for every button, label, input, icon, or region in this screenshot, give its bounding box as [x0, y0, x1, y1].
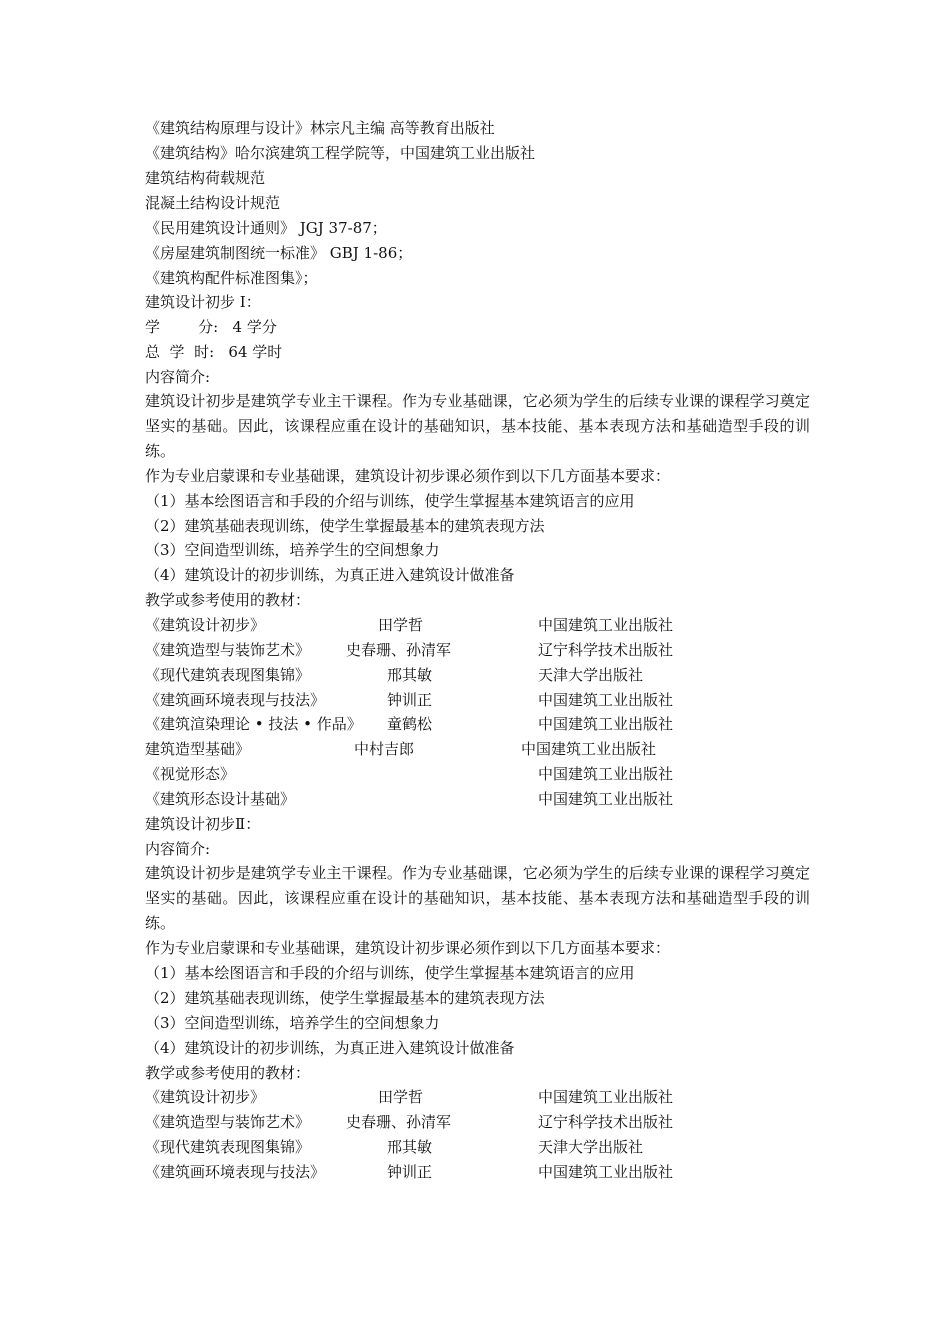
book-title: 《建筑形态设计基础》 [145, 790, 296, 808]
reference-line: 《建筑结构》哈尔滨建筑工程学院等，中国建筑工业出版社 [145, 144, 536, 162]
book-publisher: 中国建筑工业出版社 [538, 616, 674, 634]
intro-label: 内容简介: [145, 368, 211, 386]
course-credits: 学 分: 4 学分 [145, 318, 277, 336]
book-author: 史春珊、孙清军 [346, 1113, 452, 1131]
requirement-item: （1）基本绘图语言和手段的介绍与训练，使学生掌握基本建筑语言的应用 [145, 964, 635, 982]
book-row [0, 1085, 950, 1109]
book-publisher: 辽宁科学技术出版社 [538, 1113, 674, 1131]
reference-line: 混凝土结构设计规范 [145, 194, 281, 212]
course-title: 建筑设计初步Ⅱ： [145, 815, 261, 833]
book-author: 邢其敏 [387, 666, 433, 684]
reference-line: 《房屋建筑制图统一标准》 GBJ 1-86； [145, 244, 413, 262]
book-row [0, 1135, 950, 1159]
book-author: 中村吉郎 [354, 740, 415, 758]
book-publisher: 中国建筑工业出版社 [538, 1163, 674, 1181]
book-publisher: 辽宁科学技术出版社 [538, 641, 674, 659]
book-author: 钟训正 [387, 691, 433, 709]
reference-line: 《建筑结构原理与设计》林宗凡主编 高等教育出版社 [145, 119, 495, 137]
book-row [0, 613, 950, 637]
book-row [0, 663, 950, 687]
book-title: 《现代建筑表现图集锦》 [145, 1138, 311, 1156]
book-author: 史春珊、孙清军 [346, 641, 452, 659]
book-author: 田学哲 [378, 1088, 424, 1106]
book-title: 建筑造型基础》 [145, 740, 251, 758]
requirement-item: （1）基本绘图语言和手段的介绍与训练，使学生掌握基本建筑语言的应用 [145, 492, 635, 510]
course-intro: 建筑设计初步是建筑学专业主干课程。作为专业基础课，它必须为学生的后续专业课的课程学习奠定坚实的基础。因此，该课程应重在设计的基础知识，基本技能、基本表现方法和基础造型手段的训练。 [145, 864, 810, 932]
requirement-item: （3）空间造型训练，培养学生的空间想象力 [145, 1014, 440, 1032]
book-publisher: 天津大学出版社 [538, 666, 644, 684]
book-title: 《建筑渲染理论 • 技法 • 作品》 [145, 715, 362, 733]
book-author: 邢其敏 [387, 1138, 433, 1156]
book-row [0, 638, 950, 662]
books-label: 教学或参考使用的教材： [145, 1064, 311, 1082]
requirements-intro: 作为专业启蒙课和专业基础课，建筑设计初步课必须作到以下几方面基本要求： [145, 467, 671, 485]
book-title: 《建筑设计初步》 [145, 1088, 266, 1106]
reference-line: 建筑结构荷载规范 [145, 169, 266, 187]
book-row [0, 712, 950, 736]
book-publisher: 中国建筑工业出版社 [538, 765, 674, 783]
requirement-item: （4）建筑设计的初步训练，为真正进入建筑设计做准备 [145, 1039, 515, 1057]
course-hours: 总 学 时: 64 学时 [145, 343, 283, 361]
book-row [0, 1160, 950, 1184]
requirement-item: （4）建筑设计的初步训练，为真正进入建筑设计做准备 [145, 566, 515, 584]
book-title: 《建筑画环境表现与技法》 [145, 1163, 326, 1181]
book-title: 《建筑设计初步》 [145, 616, 266, 634]
book-publisher: 中国建筑工业出版社 [538, 715, 674, 733]
requirement-item: （2）建筑基础表现训练，使学生掌握最基本的建筑表现方法 [145, 517, 545, 535]
books-label: 教学或参考使用的教材： [145, 591, 311, 609]
book-row [0, 1110, 950, 1134]
book-row [0, 762, 950, 786]
requirement-item: （3）空间造型训练，培养学生的空间想象力 [145, 541, 440, 559]
reference-line: 《建筑构配件标准图集》； [145, 269, 318, 287]
requirement-item: （2）建筑基础表现训练，使学生掌握最基本的建筑表现方法 [145, 989, 545, 1007]
book-author: 钟训正 [387, 1163, 433, 1181]
reference-line: 《民用建筑设计通则》 JGJ 37-87； [145, 219, 387, 237]
requirements-intro: 作为专业启蒙课和专业基础课，建筑设计初步课必须作到以下几方面基本要求： [145, 939, 671, 957]
book-publisher: 中国建筑工业出版社 [538, 691, 674, 709]
book-publisher: 中国建筑工业出版社 [538, 1088, 674, 1106]
book-title: 《建筑造型与装饰艺术》 [145, 641, 311, 659]
book-publisher: 中国建筑工业出版社 [521, 740, 657, 758]
book-author: 田学哲 [378, 616, 424, 634]
intro-label: 内容简介: [145, 840, 211, 858]
course-intro: 建筑设计初步是建筑学专业主干课程。作为专业基础课，它必须为学生的后续专业课的课程学习奠定坚实的基础。因此，该课程应重在设计的基础知识，基本技能、基本表现方法和基础造型手段的训练。 [145, 392, 810, 460]
book-title: 《现代建筑表现图集锦》 [145, 666, 311, 684]
course-title: 建筑设计初步 I： [145, 293, 261, 311]
book-row [0, 737, 950, 761]
book-row [0, 688, 950, 712]
book-title: 《视觉形态》 [145, 765, 236, 783]
book-title: 《建筑画环境表现与技法》 [145, 691, 326, 709]
book-row [0, 787, 950, 811]
book-title: 《建筑造型与装饰艺术》 [145, 1113, 311, 1131]
book-author: 童鹤松 [387, 715, 433, 733]
book-publisher: 天津大学出版社 [538, 1138, 644, 1156]
book-publisher: 中国建筑工业出版社 [538, 790, 674, 808]
